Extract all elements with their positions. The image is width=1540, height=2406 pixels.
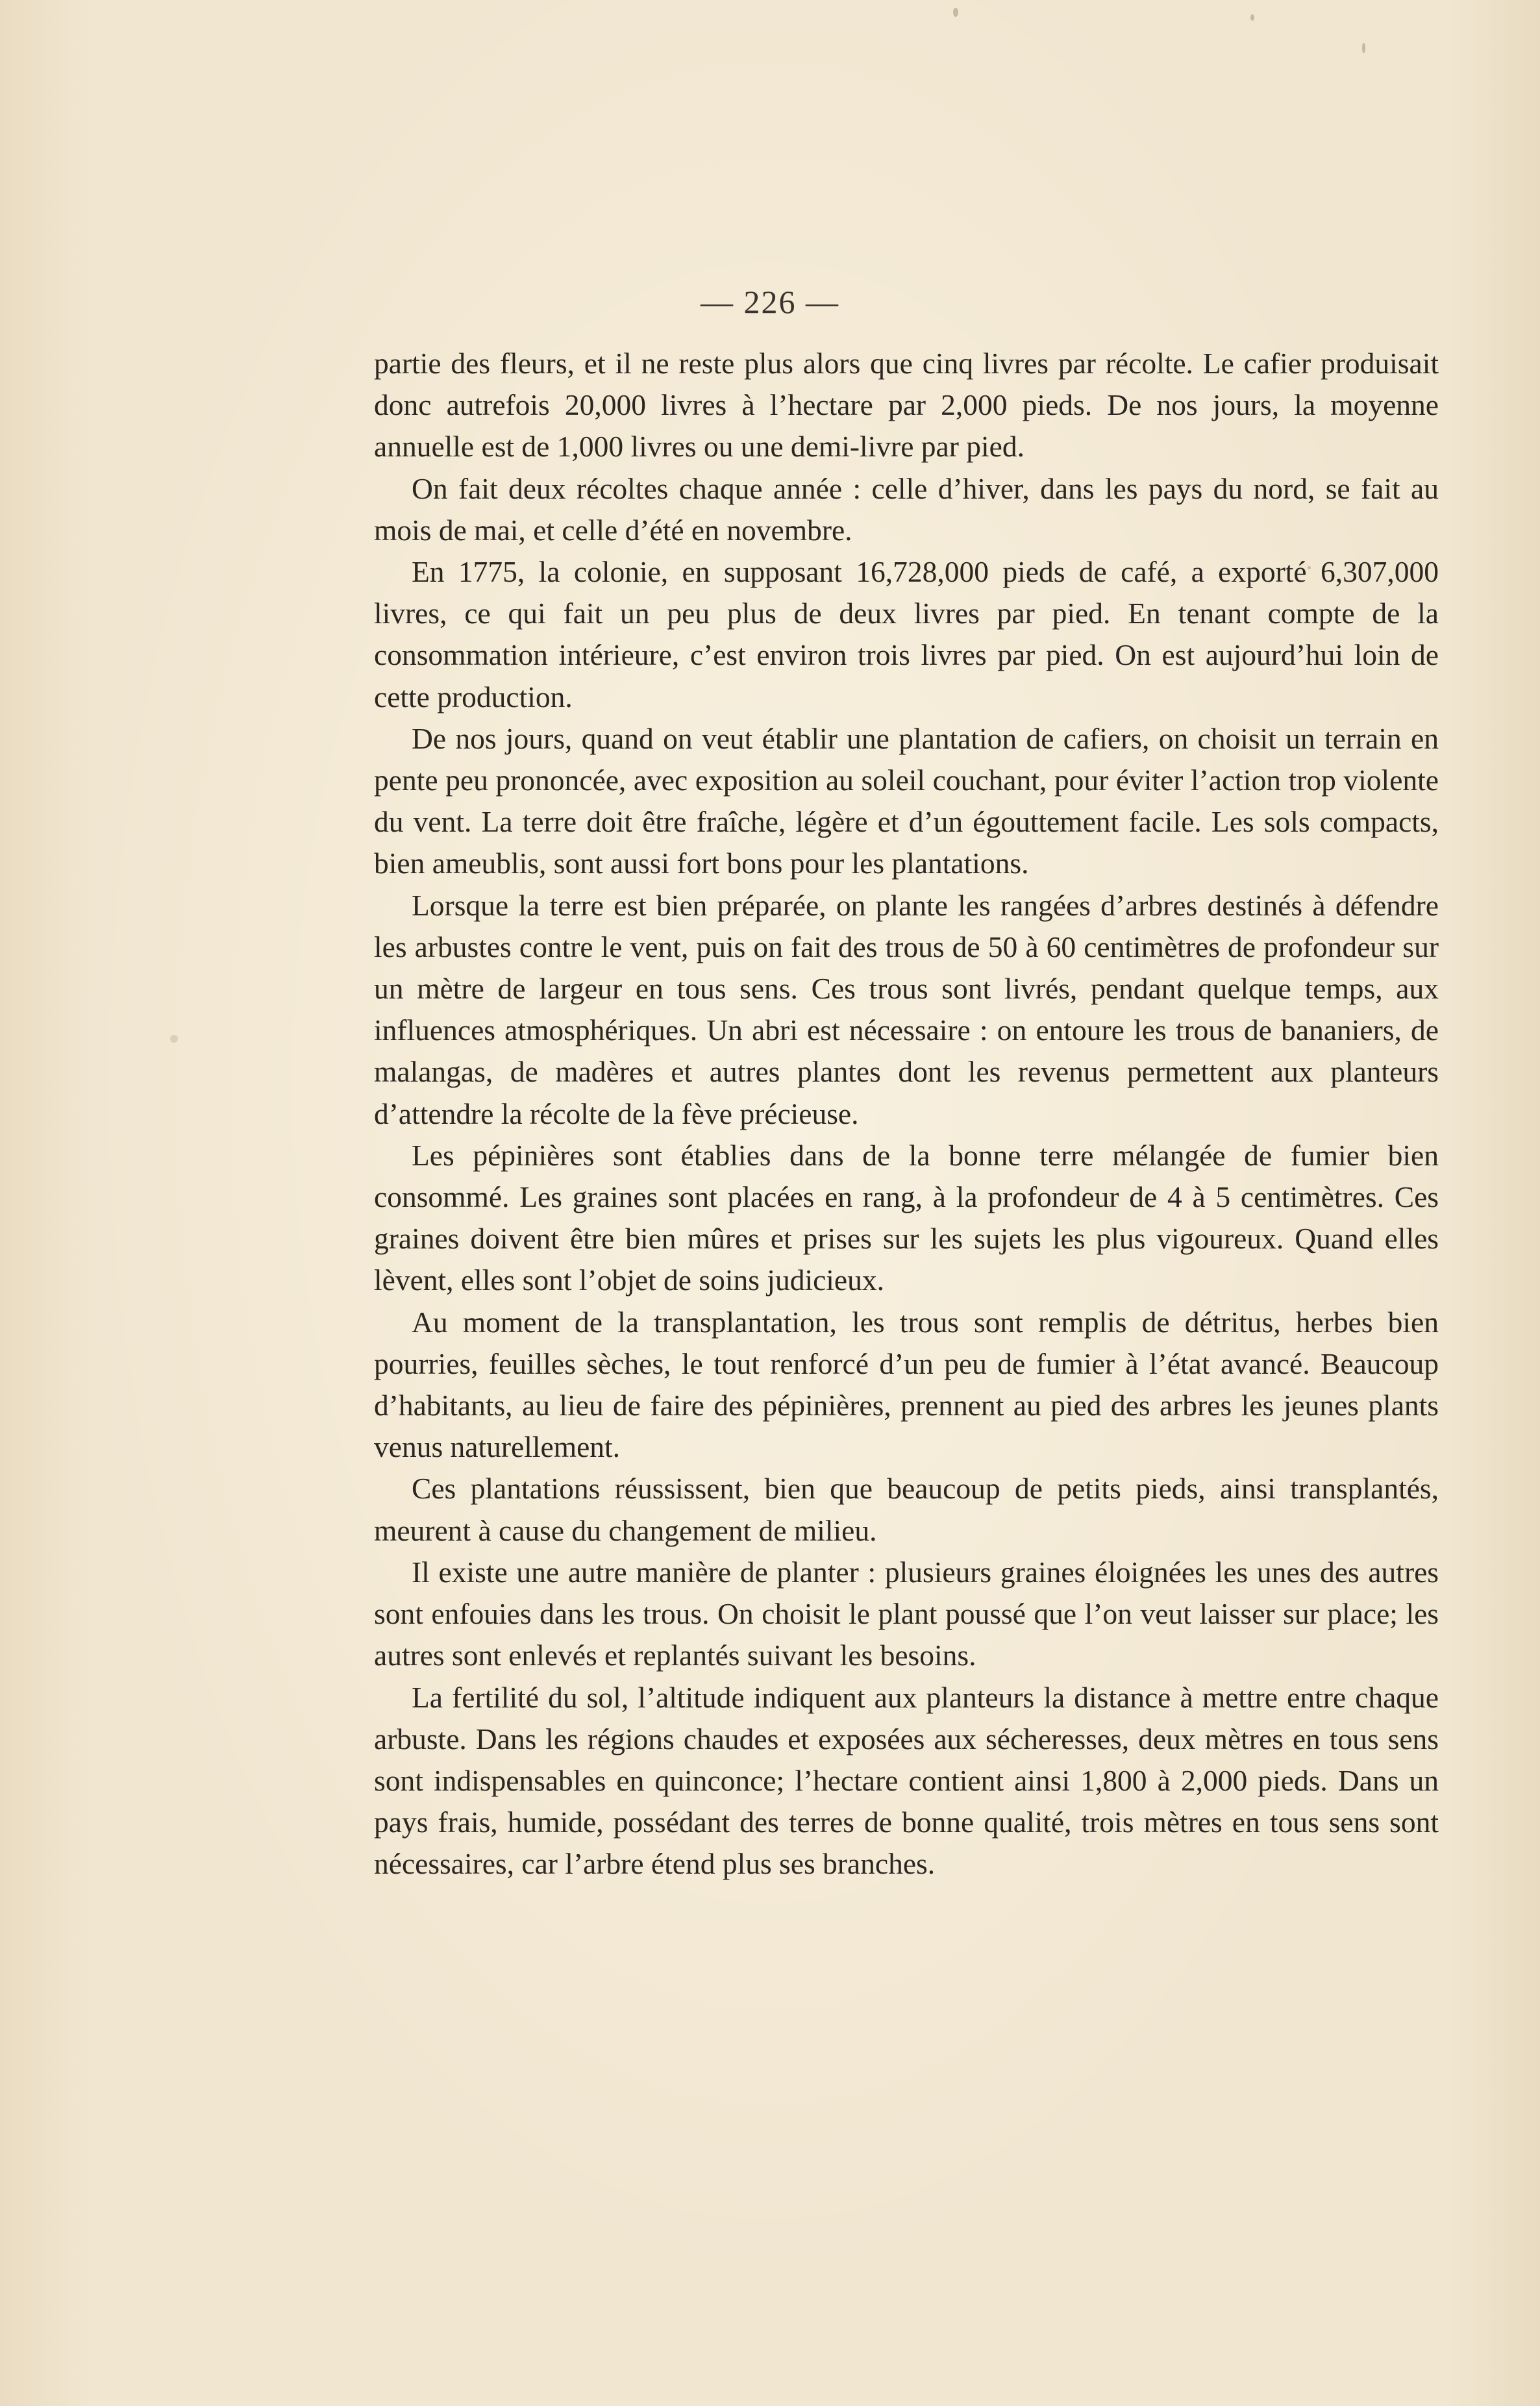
paragraph: On fait deux récoltes chaque année : celle d’hiver, dans les pays du nord, se fait au mois de mai, et celle d’été en novembre. — [374, 471, 1439, 547]
paper-speck — [1250, 14, 1254, 21]
body-text — [374, 343, 1439, 1885]
paragraph: En 1775, la colonie, en supposant 16,728,000 pieds de café, a exporté 6,307,000 livres, ce qui fait un peu plus de deux livres par pied. En tenant compte de la consommation intérieure, c’est environ trois livres par pied. On est aujourd’hui loin de cette production. — [374, 555, 1439, 713]
paragraph: Les pépinières sont établies dans de la bonne terre mélangée de fumier bien consommé. Les graines sont placées en rang, à la profondeur de 4 à 5 centimètres. Ces graines doivent être bien mûres et prises sur les sujets les plus vigoureux. Quand elles lèvent, elles sont l’objet de soins judicieux. — [374, 1138, 1439, 1297]
paper-speck — [953, 8, 958, 17]
paper-speck — [170, 1035, 178, 1043]
paragraph: Il existe une autre manière de planter : plusieurs graines éloignées les unes des autres sont enfouies dans les trous. On choisit le plant poussé que l’on veut laisser sur place; les autres sont enlevés et replantés suivant les besoins. — [374, 1555, 1439, 1672]
paragraph: Lorsque la terre est bien préparée, on plante les rangées d’arbres destinés à défendre les arbustes contre le vent, puis on fait des trous de 50 à 60 centimètres de profondeur sur un mètre de largeur en tous sens. Ces trous sont livrés, pendant quelque temps, aux influences atmosphériques. Un abri est nécessaire : on entoure les trous de bananiers, de malangas, de madères et autres plantes dont les revenus permettent aux planteurs d’attendre la récolte de la fève précieuse. — [374, 888, 1439, 1130]
paragraph: De nos jours, quand on veut établir une plantation de cafiers, on choisit un terrain en pente peu prononcée, avec exposition au soleil couchant, pour éviter l’action trop violente du vent. La terre doit être fraîche, légère et d’un égouttement facile. Les sols compacts, bien ameublis, sont aussi fort bons pour les plantations. — [374, 721, 1439, 880]
paper-speck — [1362, 43, 1365, 53]
paragraph: partie des fleurs, et il ne reste plus alors que cinq livres par récolte. Le cafier produisait donc autrefois 20,000 livres à l’hectare par 2,000 pieds. De nos jours, la moyenne annuelle est de 1,000 livres ou une demi-livre par pied. — [374, 347, 1439, 464]
paragraph: La fertilité du sol, l’altitude indiquent aux planteurs la distance à mettre entre chaque arbuste. Dans les régions chaudes et exposées aux sécheresses, deux mètres en tous sens sont indispensables en quinconce; l’hectare contient ainsi 1,800 à 2,000 pieds. Dans un pays frais, humide, possédant des terres de bonne qualité, trois mètres en tous sens sont nécessaires, car l’arbre étend plus ses branches. — [374, 1680, 1439, 1881]
paragraph: Au moment de la transplantation, les trous sont remplis de détritus, herbes bien pourries, feuilles sèches, le tout renforcé d’un peu de fumier à l’état avancé. Beaucoup d’habitants, au lieu de faire des pépinières, prennent au pied des arbres les jeunes plants venus naturellement. — [374, 1305, 1439, 1464]
page-number: — 226 — — [701, 284, 839, 320]
paragraph: Ces plantations réussissent, bien que beaucoup de petits pieds, ainsi transplantés, meurent à cause du changement de milieu. — [374, 1472, 1439, 1547]
